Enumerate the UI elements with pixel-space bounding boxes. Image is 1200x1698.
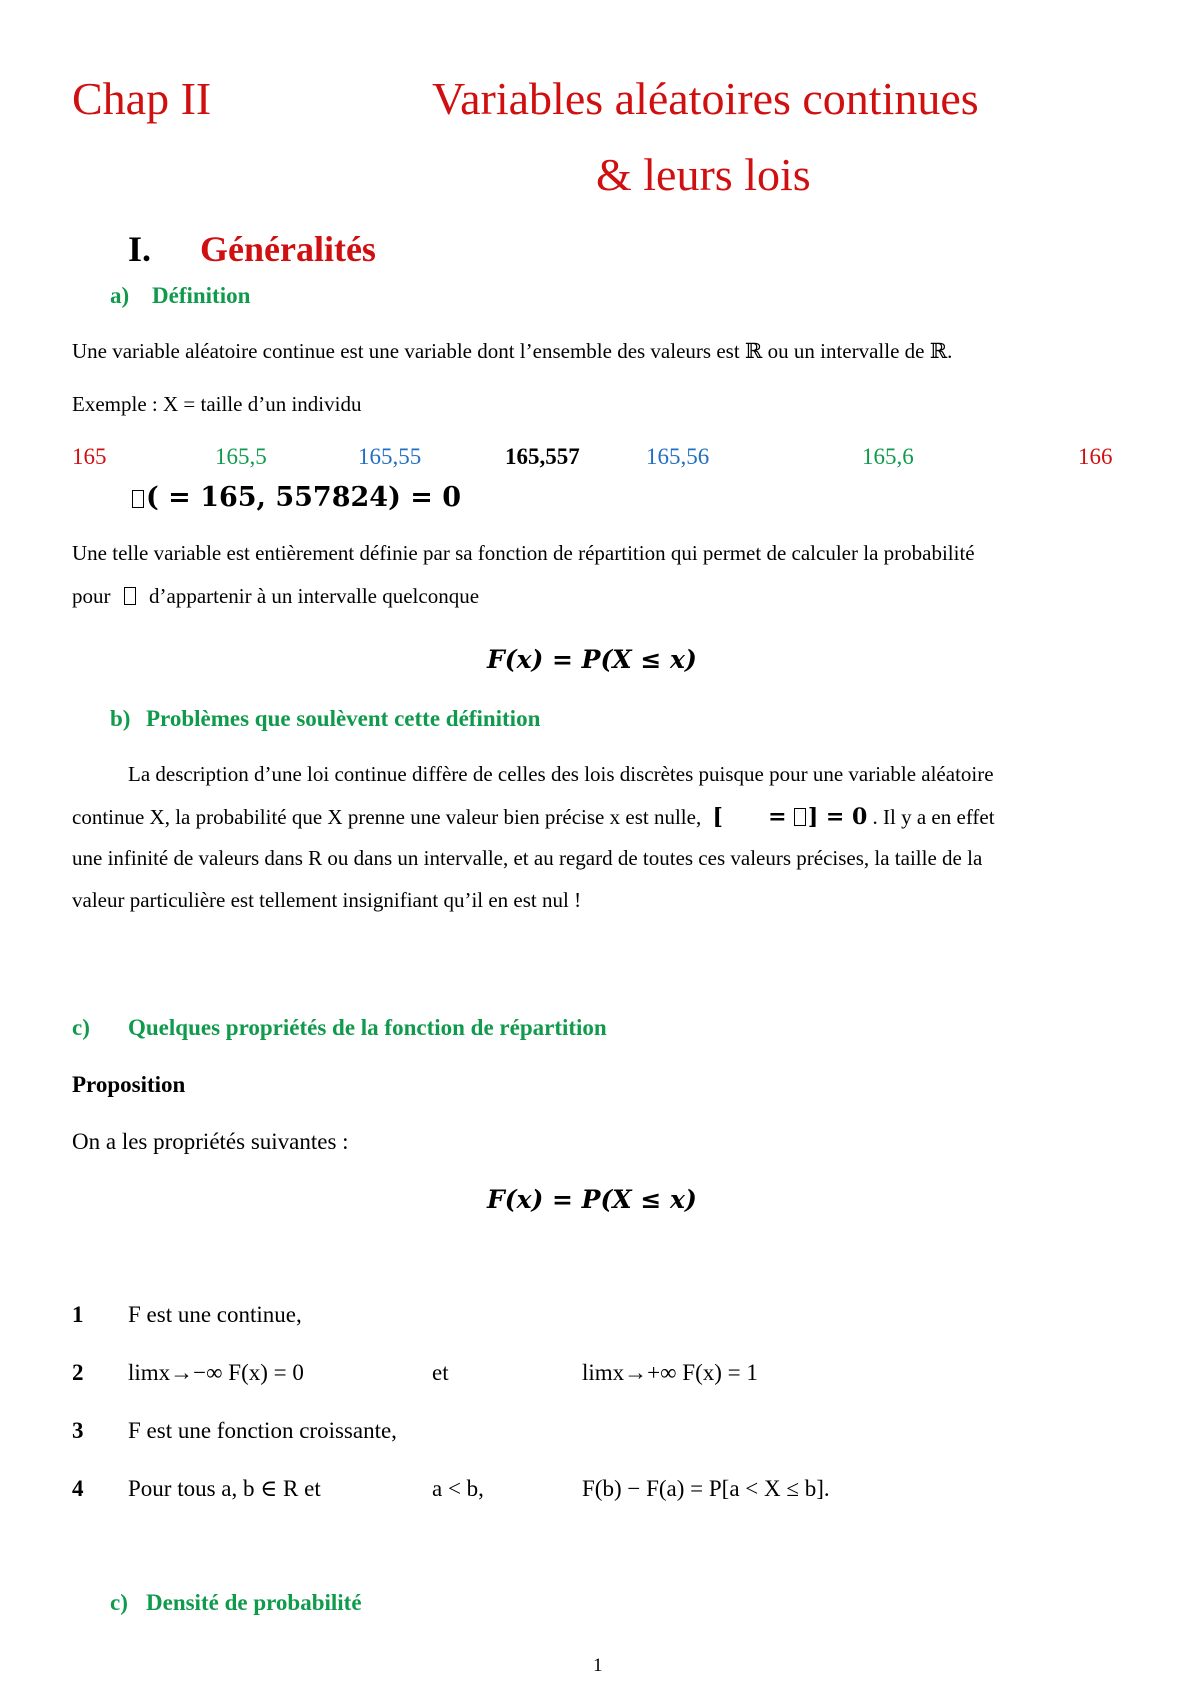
- property-2-and: et: [432, 1360, 449, 1385]
- property-1-number: 1: [72, 1302, 84, 1327]
- subsection-a-letter: a): [110, 283, 130, 308]
- property-1-text: F est une continue,: [128, 1302, 302, 1327]
- property-3-text: F est une fonction croissante,: [128, 1418, 397, 1443]
- chapter-label: Chap II: [72, 73, 212, 124]
- chapter-title-line2: & leurs lois: [596, 149, 811, 200]
- proposition-intro: On a les propriétés suivantes :: [72, 1129, 349, 1154]
- property-3-number: 3: [72, 1418, 84, 1443]
- repartition-line1: Une telle variable est entièrement définie par sa fonction de répartition qui permet de calculer la probabilité: [72, 541, 975, 565]
- missing-glyph-icon: [124, 587, 136, 605]
- distribution-formula: F(x) = P(X ≤ x): [487, 645, 697, 674]
- para-b-line2-start: continue X, la probabilité que X prenne une valeur bien précise x est nulle,: [72, 805, 702, 829]
- subsection-b-letter: b): [110, 706, 131, 731]
- section-number: I.: [128, 229, 152, 269]
- repartition-line2-end: d’appartenir à un intervalle quelconque: [149, 584, 480, 608]
- para-b-line2: [72, 804, 995, 830]
- section-title: Généralités: [200, 229, 376, 269]
- value-165-56: 165,56: [646, 444, 710, 469]
- property-4-number: 4: [72, 1476, 84, 1501]
- para-b-line2-end: . Il y a en effet: [872, 805, 995, 829]
- property-2-number: 2: [72, 1360, 84, 1385]
- value-165-5: 165,5: [215, 444, 267, 469]
- subsection-c2-letter: c): [110, 1590, 128, 1615]
- value-165-6: 165,6: [862, 444, 914, 469]
- inline-eq-bracket: [: [712, 804, 723, 830]
- repartition-line2: [72, 584, 479, 609]
- chapter-title-line1: Variables aléatoires continues: [432, 73, 979, 124]
- missing-glyph-icon: [132, 490, 144, 508]
- property-4-inequality: a < b,: [432, 1476, 484, 1501]
- inline-eq-equals: =: [768, 804, 787, 830]
- probability-point-equation: [130, 482, 461, 513]
- value-165-557: 165,557: [505, 444, 580, 469]
- value-165: 165: [72, 444, 107, 469]
- property-4-formula: F(b) − F(a) = P[a < X ≤ b].: [582, 1476, 830, 1501]
- distribution-formula-2: F(x) = P(X ≤ x): [487, 1185, 697, 1214]
- property-2-limit-plus: limx→+∞ F(x) = 1: [582, 1360, 758, 1385]
- missing-glyph-icon: [794, 808, 806, 826]
- property-4-condition: Pour tous a, b ∈ R et: [128, 1476, 321, 1501]
- subsection-c1-letter: c): [72, 1015, 90, 1040]
- value-166: 166: [1078, 444, 1113, 469]
- page-number: 1: [593, 1655, 603, 1676]
- subsection-a-title: Définition: [152, 283, 251, 308]
- subsection-b-title: Problèmes que soulèvent cette définition: [146, 706, 541, 731]
- repartition-line2-start: pour: [72, 584, 111, 608]
- proposition-label: Proposition: [72, 1072, 186, 1097]
- example-text: Exemple : X = taille d’un individu: [72, 392, 362, 416]
- property-2-limit-minus: limx→−∞ F(x) = 0: [128, 1360, 304, 1385]
- para-b-line4: valeur particulière est tellement insignifiant qu’il en est nul !: [72, 888, 582, 912]
- para-b-line3: une infinité de valeurs dans R ou dans un intervalle, et au regard de toutes ces valeurs précises, la taille de la: [72, 846, 983, 870]
- subsection-c1-title: Quelques propriétés de la fonction de répartition: [128, 1015, 607, 1040]
- subsection-c2-title: Densité de probabilité: [146, 1590, 362, 1615]
- inline-eq-result: ] = 0: [807, 804, 868, 830]
- value-165-55: 165,55: [358, 444, 422, 469]
- probability-point-equation-text: ( = 165, 557824) = 0: [146, 482, 462, 513]
- definition-text: Une variable aléatoire continue est une variable dont l’ensemble des valeurs est ℝ ou un intervalle de ℝ.: [72, 339, 953, 363]
- para-b-line1: La description d’une loi continue diffère de celles des lois discrètes puisque pour une variable aléatoire: [128, 762, 994, 786]
